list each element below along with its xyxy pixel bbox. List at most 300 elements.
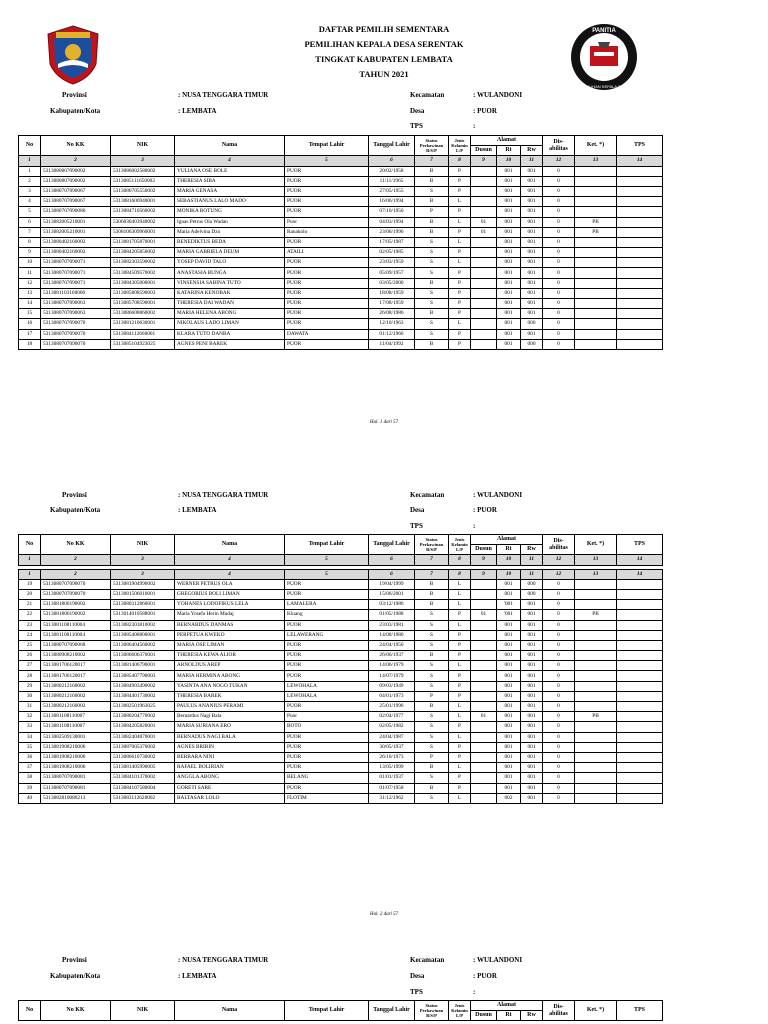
table-cell: 0	[543, 773, 575, 783]
table-cell: 5	[19, 207, 41, 217]
kecamatan-label: Kecamatan	[410, 491, 445, 499]
table-cell: BERNADUS NAGI BALA	[175, 732, 285, 742]
table-cell: 25/01/1996	[369, 702, 415, 712]
column-number-cell: 11	[521, 555, 543, 565]
table-row	[19, 620, 663, 630]
table-cell	[471, 630, 497, 640]
table-row	[19, 722, 663, 732]
table-cell: THERESIA DAI WADAN	[175, 299, 285, 309]
table-cell: ARNOLDUS AREP	[175, 661, 285, 671]
table-cell: 5313080212160002	[41, 691, 111, 701]
table-cell: 5313080707090067	[41, 197, 111, 207]
table-cell: 5313085408800001	[111, 630, 175, 640]
table-cell	[575, 166, 617, 176]
kecamatan-label: Kecamatan	[410, 956, 445, 964]
table-cell: B	[415, 176, 449, 186]
table-cell: L	[449, 217, 471, 227]
table-cell: L	[449, 197, 471, 207]
table-cell: 15/06/2001	[369, 589, 415, 599]
table-cell: Maria Adelvina Dzo	[175, 227, 285, 237]
table-cell: 001	[497, 186, 521, 196]
table-cell: P	[449, 309, 471, 319]
table-cell	[471, 702, 497, 712]
table-cell: 001	[497, 288, 521, 298]
table-cell: S	[415, 329, 449, 339]
table-cell: L	[449, 589, 471, 599]
table-cell	[471, 589, 497, 599]
table-cell	[617, 166, 663, 176]
table-row	[19, 237, 663, 247]
table-cell: 16/06/1994	[369, 197, 415, 207]
table-cell	[471, 329, 497, 339]
table-cell: ANASTASIA BUNGA	[175, 268, 285, 278]
table-cell: 001	[497, 176, 521, 186]
kecamatan-value: : WULANDONI	[473, 491, 523, 499]
table-cell: 001	[521, 773, 543, 783]
table-cell: L	[449, 763, 471, 773]
table-cell: 5313080212160002	[41, 681, 111, 691]
table-cell: S	[415, 299, 449, 309]
table-cell	[617, 579, 663, 589]
table-cell: 001	[497, 783, 521, 793]
table-cell: B	[415, 278, 449, 288]
column-number-cell: 4	[175, 555, 285, 565]
kecamatan-value: : WULANDONI	[473, 956, 523, 964]
table-cell: 0	[543, 651, 575, 661]
table-cell: S	[415, 742, 449, 752]
col-disabilitas: Dis-abilitas	[543, 1001, 575, 1021]
table-cell: 02/04/1977	[369, 712, 415, 722]
col-no: No	[19, 535, 41, 555]
table-cell: Puor	[285, 217, 369, 227]
table-cell: PUOR	[285, 288, 369, 298]
table-cell: S	[415, 773, 449, 783]
table-cell: LEWOHALA	[285, 681, 369, 691]
table-cell: 9	[19, 248, 41, 258]
table-row	[19, 217, 663, 227]
table-cell: 0	[543, 742, 575, 752]
column-number-cell: 13	[575, 569, 617, 579]
table-row	[19, 186, 663, 196]
table-cell: 5313086606370001	[111, 651, 175, 661]
table-header-row	[19, 1001, 663, 1011]
table-cell: 001	[521, 237, 543, 247]
svg-text:PANITIA: PANITIA	[592, 28, 616, 34]
table-cell: P	[415, 207, 449, 217]
table-cell: 0	[543, 752, 575, 762]
table-cell: RAFAEL BOLIRIAN	[175, 763, 285, 773]
table-cell	[471, 579, 497, 589]
table-cell	[471, 752, 497, 762]
table-cell: 0	[543, 339, 575, 349]
table-cell: 5313082404870001	[111, 732, 175, 742]
table-cell: 001	[497, 620, 521, 630]
desa-label: Desa	[410, 107, 425, 115]
table-cell: 05/09/1957	[369, 268, 415, 278]
column-number-cell: 10	[497, 156, 521, 166]
doc-subtitle-2: TINGKAT KABUPATEN LEMBATA	[315, 54, 453, 64]
table-cell: 5313081606940001	[111, 197, 175, 207]
table-cell: 26/08/1986	[369, 309, 415, 319]
table-cell	[471, 288, 497, 298]
table-cell	[617, 640, 663, 650]
table-cell: 001	[497, 166, 521, 176]
table-cell: 0	[543, 732, 575, 742]
table-cell: 001	[497, 722, 521, 732]
table-cell: 01/12/1966	[369, 329, 415, 339]
table-cell	[617, 278, 663, 288]
table-row	[19, 681, 663, 691]
table-cell: 5313086705550002	[111, 186, 175, 196]
table-row	[19, 742, 663, 752]
col-rw: Rw	[521, 1011, 543, 1021]
column-number-cell: 3	[111, 555, 175, 565]
table-cell: 40	[19, 793, 41, 803]
table-cell: L	[449, 702, 471, 712]
column-number-cell: 4	[175, 156, 285, 166]
col-tps: TPS	[617, 1001, 663, 1021]
table-cell: 10	[19, 258, 41, 268]
table-cell	[575, 640, 617, 650]
table-row	[19, 671, 663, 681]
column-number-cell: 10	[497, 555, 521, 565]
table-cell	[617, 299, 663, 309]
table-cell: 0	[543, 600, 575, 610]
table-row	[19, 600, 663, 610]
table-cell: 0	[543, 681, 575, 691]
doc-subtitle-1: PEMILIHAN KEPALA DESA SERENTAK	[304, 39, 464, 49]
table-cell: 001	[497, 630, 521, 640]
table-cell: 001	[521, 217, 543, 227]
table-cell: 001	[497, 579, 521, 589]
table-cell: 001	[497, 763, 521, 773]
table-cell	[471, 197, 497, 207]
table-cell	[575, 630, 617, 640]
table-cell: S	[415, 319, 449, 329]
table-cell: 5313080908210002	[41, 651, 111, 661]
table-cell: 0	[543, 579, 575, 589]
table-cell: 24	[19, 630, 41, 640]
table-cell: 001	[521, 752, 543, 762]
table-cell	[617, 773, 663, 783]
table-cell: 13	[19, 288, 41, 298]
table-cell	[575, 319, 617, 329]
table-cell: PUOR	[285, 176, 369, 186]
table-cell: 001	[521, 722, 543, 732]
table-cell: 5313080707090081	[41, 783, 111, 793]
table-cell: KLARA TUTO DANBA	[175, 329, 285, 339]
column-number-cell: 5	[285, 569, 369, 579]
table-cell: 5313080807090002	[41, 166, 111, 176]
table-cell	[575, 681, 617, 691]
table-row	[19, 197, 663, 207]
table-cell: 20/02/1958	[369, 166, 415, 176]
table-cell: 35	[19, 742, 41, 752]
table-cell: 5313081108110004	[41, 630, 111, 640]
table-cell	[575, 299, 617, 309]
table-cell: 14/06/1979	[369, 661, 415, 671]
table-cell	[617, 258, 663, 268]
table-cell	[471, 640, 497, 650]
table-cell: 5313080707090068	[41, 640, 111, 650]
provinsi-value: : NUSA TENGGARA TIMUR	[178, 91, 269, 99]
table-cell: 12	[19, 278, 41, 288]
table-cell: P	[449, 268, 471, 278]
table-cell	[575, 237, 617, 247]
table-cell: S	[415, 671, 449, 681]
table-cell: PUOR	[285, 278, 369, 288]
table-cell: 31	[19, 702, 41, 712]
provinsi-label: Provinsi	[62, 956, 87, 964]
table-row	[19, 319, 663, 329]
table-row	[19, 773, 663, 783]
table-row	[19, 589, 663, 599]
table-cell: 5313081904990002	[111, 579, 175, 589]
table-cell: 19/04/1999	[369, 579, 415, 589]
table-cell: S	[415, 681, 449, 691]
table-cell: 36	[19, 752, 41, 762]
table-cell	[575, 651, 617, 661]
table-cell: 3	[19, 186, 41, 196]
desa-value: : PUOR	[473, 972, 497, 980]
table-cell: YASINTA ANA NOGO TUKAN	[175, 681, 285, 691]
table-cell: P	[449, 742, 471, 752]
tps-value: :	[473, 522, 476, 530]
table-cell: 001	[497, 702, 521, 712]
column-number-cell: 2	[41, 555, 111, 565]
table-cell: 5313080707090067	[41, 186, 111, 196]
table-cell: 001	[521, 299, 543, 309]
table-cell: 001	[521, 278, 543, 288]
table-cell: THERESIA BAREK	[175, 691, 285, 701]
table-cell: 001	[497, 742, 521, 752]
table-cell: 5313082303590002	[111, 258, 175, 268]
table-cell: 01/07/1958	[369, 783, 415, 793]
table-cell: 01	[471, 227, 497, 237]
table-cell: 17/05/1987	[369, 237, 415, 247]
table-cell: PUOR	[285, 640, 369, 650]
table-cell: 26/06/1937	[369, 651, 415, 661]
table-cell: KATARINA KENOBAK	[175, 288, 285, 298]
column-number-cell: 3	[111, 569, 175, 579]
table-row	[19, 610, 663, 620]
table-row	[19, 176, 663, 186]
table-cell: P	[449, 752, 471, 762]
doc-title: DAFTAR PEMILIH SEMENTARA	[318, 24, 450, 34]
table-cell	[471, 176, 497, 186]
table-cell	[575, 268, 617, 278]
table-cell: 001	[521, 793, 543, 803]
table-cell: 5313081405990005	[111, 763, 175, 773]
table-cell	[575, 329, 617, 339]
tps-value: :	[473, 988, 476, 996]
table-cell: 0	[543, 783, 575, 793]
table-cell: Bernardus Nagi Bala	[175, 712, 285, 722]
table-cell: 22	[19, 610, 41, 620]
table-cell: 24/04/1956	[369, 640, 415, 650]
table-cell	[471, 793, 497, 803]
table-cell: 001	[521, 197, 543, 207]
table-cell: 01/01/1937	[369, 773, 415, 783]
table-cell: PUOR	[285, 309, 369, 319]
table-cell: B	[415, 600, 449, 610]
table-cell: 7	[19, 227, 41, 237]
table-row	[19, 329, 663, 339]
table-cell: B	[415, 763, 449, 773]
table-cell: 0	[543, 702, 575, 712]
col-nokk: No KK	[41, 1001, 111, 1021]
table-cell	[471, 732, 497, 742]
table-cell: 5313081210630001	[111, 319, 175, 329]
table-cell: 5313080707090063	[41, 309, 111, 319]
table-cell: 5313081806190002	[41, 610, 111, 620]
table-cell: YULIANA OSE BOLE	[175, 166, 285, 176]
table-cell: 5313080707090071	[41, 268, 111, 278]
table-cell: S	[415, 248, 449, 258]
table-cell: B	[415, 227, 449, 237]
table-cell: 001	[521, 610, 543, 620]
table-cell: 20	[19, 589, 41, 599]
table-cell: 29	[19, 681, 41, 691]
table-cell: PB	[575, 217, 617, 227]
table-cell: 001	[521, 288, 543, 298]
table-cell: 001	[521, 620, 543, 630]
table-cell: B	[415, 166, 449, 176]
table-cell: 32	[19, 712, 41, 722]
table-cell	[575, 197, 617, 207]
table-cell: 5313014010588001	[111, 610, 175, 620]
col-tanggal: Tanggal Lahir	[369, 1001, 415, 1021]
voter-table-page1	[18, 135, 663, 350]
doc-subtitle-3: TAHUN 2021	[359, 69, 409, 79]
table-cell: 5313080707090080	[41, 207, 111, 217]
col-alamat: Alamat	[471, 1001, 543, 1011]
table-cell: PB	[575, 227, 617, 237]
table-cell: 001	[497, 217, 521, 227]
table-cell	[575, 186, 617, 196]
column-number-cell: 13	[575, 156, 617, 166]
table-row	[19, 640, 663, 650]
table-cell: 6	[19, 217, 41, 227]
table-cell: 001	[497, 258, 521, 268]
col-jenis: Jenis Kelamin L/P	[449, 1001, 471, 1021]
table-cell	[471, 339, 497, 349]
table-cell: 5313086608860002	[111, 309, 175, 319]
table-cell	[617, 712, 663, 722]
table-cell: 001	[521, 258, 543, 268]
table-cell	[617, 702, 663, 712]
table-row	[19, 166, 663, 176]
col-ket: Ket. *)	[575, 136, 617, 156]
table-cell: 5313081108110007	[41, 722, 111, 732]
table-cell	[575, 258, 617, 268]
table-cell: 001	[497, 732, 521, 742]
table-cell: 5313080312860001	[111, 600, 175, 610]
table-cell: P	[449, 691, 471, 701]
col-dusun: Dusun	[471, 1011, 497, 1021]
col-status: Status Perkawinan B/S/P	[415, 535, 449, 555]
table-cell: PB	[575, 712, 617, 722]
table-cell: S	[415, 237, 449, 247]
lembata-crest-icon	[44, 24, 102, 86]
table-cell	[471, 742, 497, 752]
table-cell: VINSENSIA SABINA TUTO	[175, 278, 285, 288]
table-cell: GREGORIUS BOLI LIMAN	[175, 589, 285, 599]
table-cell	[575, 600, 617, 610]
column-number-cell: 4	[175, 569, 285, 579]
table-cell	[617, 691, 663, 701]
table-cell: 09/03/1949	[369, 681, 415, 691]
col-nik: NIK	[111, 136, 175, 156]
table-cell: S	[415, 620, 449, 630]
table-cell: AGNES BRIBIN	[175, 742, 285, 752]
table-cell: 11/04/1992	[369, 339, 415, 349]
table-cell	[617, 268, 663, 278]
table-cell	[471, 166, 497, 176]
col-tps: TPS	[617, 136, 663, 156]
table-cell: L	[449, 620, 471, 630]
table-cell	[471, 248, 497, 258]
table-cell: 14	[19, 299, 41, 309]
table-cell: 1	[19, 166, 41, 176]
desa-value: : PUOR	[473, 506, 497, 514]
table-cell	[575, 722, 617, 732]
table-header-row	[19, 136, 663, 146]
table-cell: 001	[497, 589, 521, 599]
table-cell: Ranakolo	[285, 227, 369, 237]
table-cell: 5313086404560002	[111, 640, 175, 650]
table-cell	[575, 176, 617, 186]
table-cell	[471, 299, 497, 309]
column-number-cell: 1	[19, 569, 41, 579]
table-cell: P	[449, 329, 471, 339]
table-cell: 001	[521, 329, 543, 339]
table-cell: 5313081108110004	[41, 620, 111, 630]
table-cell: 001	[497, 299, 521, 309]
table-cell: P	[415, 752, 449, 762]
table-cell: 001	[497, 691, 521, 701]
table-cell	[575, 309, 617, 319]
table-cell: 5313084112660001	[111, 329, 175, 339]
table-cell: 001	[497, 227, 521, 237]
table-cell: 0	[543, 227, 575, 237]
table-cell: 001	[521, 227, 543, 237]
table-cell: 001	[521, 783, 543, 793]
table-cell: 2	[19, 176, 41, 186]
table-cell: PUOR	[285, 671, 369, 681]
table-cell: S	[415, 732, 449, 742]
col-alamat: Alamat	[471, 136, 543, 146]
table-cell: 01	[471, 712, 497, 722]
table-cell: YOSEP DAVID TALO	[175, 258, 285, 268]
col-tempat: Tempat Lahir	[285, 535, 369, 555]
table-cell	[471, 309, 497, 319]
table-cell	[617, 207, 663, 217]
table-cell: 5313080707090070	[41, 339, 111, 349]
table-cell: 16	[19, 319, 41, 329]
table-cell: 000	[521, 579, 543, 589]
table-cell	[575, 783, 617, 793]
table-cell: 31/12/1962	[369, 793, 415, 803]
table-row	[19, 227, 663, 237]
table-cell: BENEDIKTUS BEDA	[175, 237, 285, 247]
table-cell: P	[449, 773, 471, 783]
table-cell: 0	[543, 691, 575, 701]
table-cell: 5313080707090070	[41, 589, 111, 599]
table-cell: 0	[543, 186, 575, 196]
table-cell: 5313087005370002	[111, 742, 175, 752]
table-cell: LAMALERA	[285, 600, 369, 610]
